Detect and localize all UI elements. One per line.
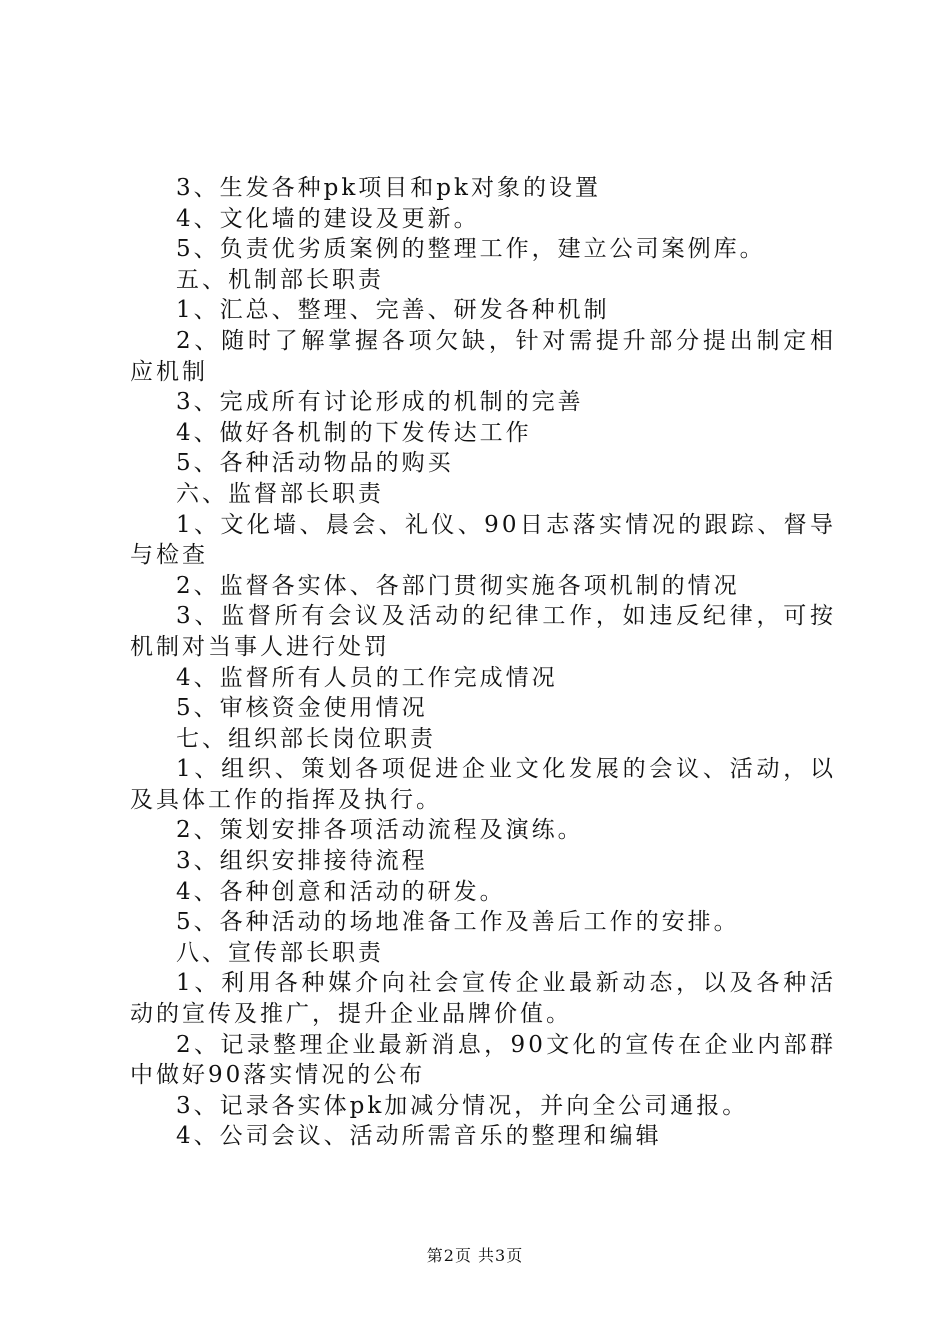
- paragraph: 3、完成所有讨论形成的机制的完善: [176, 389, 584, 416]
- paragraph: 4、监督所有人员的工作完成情况: [176, 664, 558, 691]
- section-heading: 七、组织部长岗位职责: [176, 725, 436, 752]
- paragraph: 2、随时了解掌握各项欠缺，针对需提升部分提出制定相应机制: [130, 327, 836, 385]
- paragraph: 2、监督各实体、各部门贯彻实施各项机制的情况: [176, 572, 740, 599]
- paragraph: 3、记录各实体pk加减分情况，并向全公司通报。: [176, 1092, 749, 1119]
- paragraph: 3、生发各种pk项目和pk对象的设置: [176, 175, 601, 201]
- section-heading: 八、宣传部长职责: [176, 939, 384, 966]
- paragraph: 4、文化墙的建设及更新。: [176, 205, 480, 232]
- paragraph: 1、组织、策划各项促进企业文化发展的会议、活动，以及具体工作的指挥及执行。: [130, 756, 836, 813]
- paragraph: 1、利用各种媒介向社会宣传企业最新动态，以及各种活动的宣传及推广，提升企业品牌价值。: [130, 970, 836, 1028]
- section-heading: 五、机制部长职责: [176, 266, 384, 293]
- paragraph: 1、汇总、整理、完善、研发各种机制: [176, 297, 610, 324]
- section-heading: 六、监督部长职责: [176, 480, 384, 507]
- paragraph: 5、各种活动物品的购买: [176, 450, 454, 477]
- paragraph: 2、策划安排各项活动流程及演练。: [176, 817, 584, 844]
- paragraph: 4、各种创意和活动的研发。: [176, 878, 506, 905]
- paragraph: 5、各种活动的场地准备工作及善后工作的安排。: [176, 909, 740, 936]
- paragraph: 4、做好各机制的下发传达工作: [176, 419, 532, 446]
- paragraph: 4、公司会议、活动所需音乐的整理和编辑: [176, 1123, 662, 1150]
- paragraph: 5、审核资金使用情况: [176, 695, 428, 722]
- paragraph: 2、记录整理企业最新消息，90文化的宣传在企业内部群中做好90落实情况的公布: [130, 1031, 836, 1089]
- paragraph: 3、监督所有会议及活动的纪律工作，如违反纪律，可按机制对当事人进行处罚: [130, 603, 836, 660]
- paragraph: 3、组织安排接待流程: [176, 848, 428, 875]
- page-number-footer: 第2页 共3页: [426, 1246, 524, 1265]
- paragraph: 5、负责优劣质案例的整理工作，建立公司案例库。: [176, 236, 766, 263]
- document-body: [130, 173, 836, 1152]
- paragraph: 1、文化墙、晨会、礼仪、90日志落实情况的跟踪、督导与检查: [130, 511, 836, 569]
